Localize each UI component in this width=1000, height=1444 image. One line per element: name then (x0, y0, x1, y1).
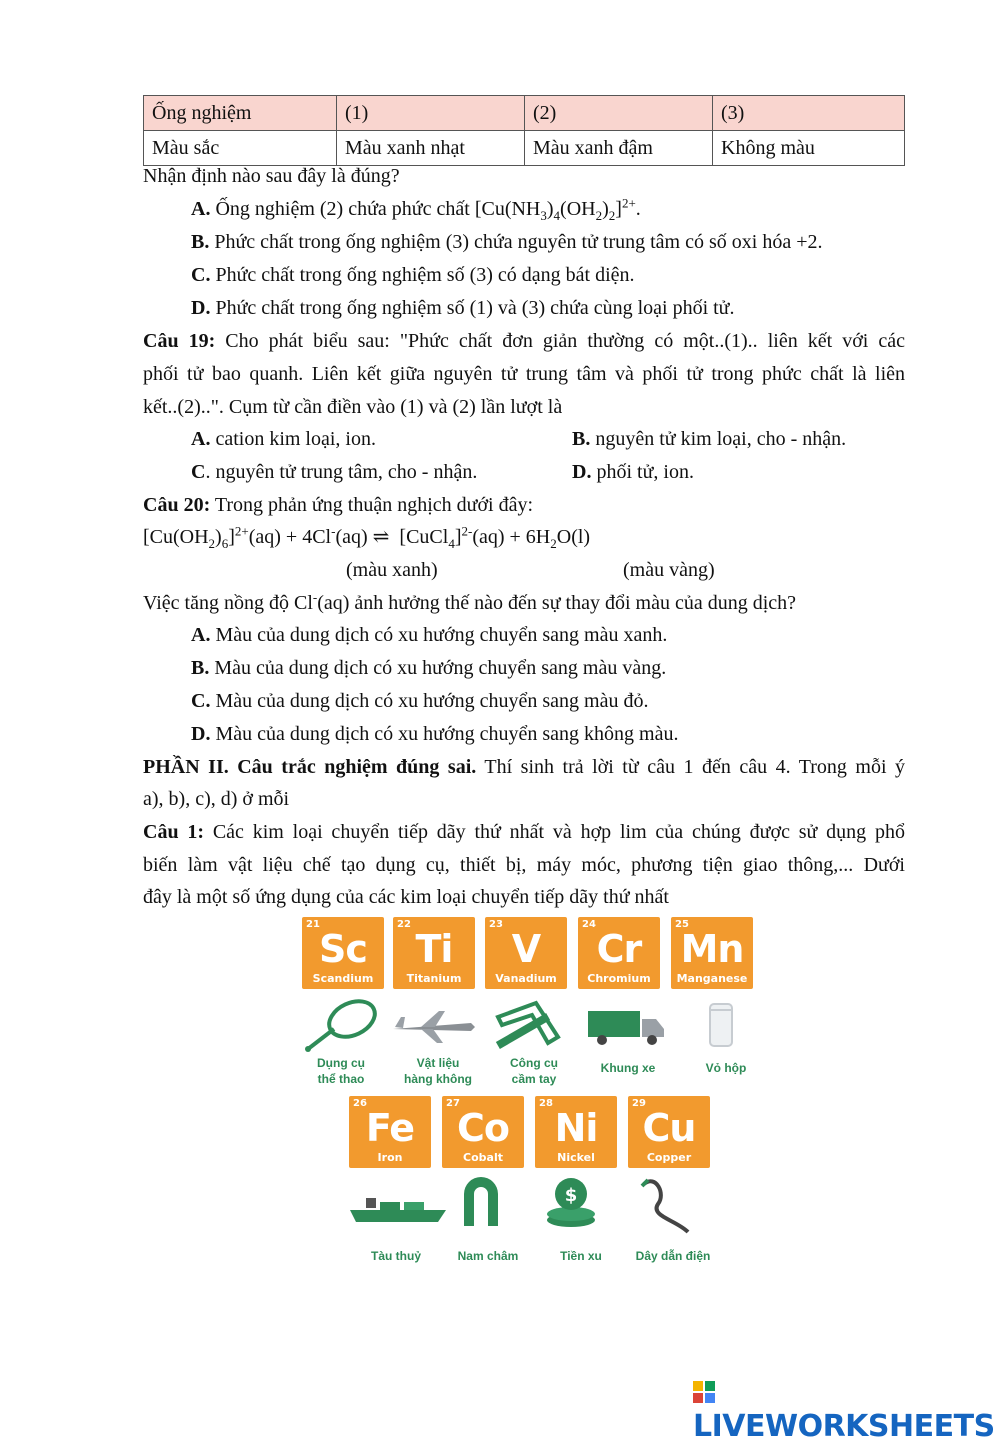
use-caption-cu: Dây dẫn điện (635, 1249, 711, 1263)
liveworksheets-logo-icon (693, 1381, 715, 1403)
option-text: Màu của dung dịch có xu hướng chuyển sang màu đỏ. (210, 690, 649, 712)
q20-question: Việc tăng nồng độ Cl-(aq) ảnh hưởng thế nào đến sự thay đổi màu của dung dịch? (143, 589, 797, 614)
option-text: Màu của dung dịch có xu hướng chuyển sang màu xanh. (210, 624, 668, 646)
q19-option-b[interactable] (572, 423, 846, 456)
question-label: Câu 1: (143, 821, 205, 843)
table-cell: Màu sắc (144, 131, 337, 166)
element-tile-ti: 22 Ti Titanium (393, 917, 475, 989)
hand-tools-icon (488, 997, 568, 1052)
q20-option-c[interactable] (191, 685, 648, 718)
q18-prompt: Nhận định nào sau đây là đúng? (143, 165, 400, 187)
question-label: Câu 20: (143, 494, 211, 516)
option-text: Phức chất trong ống nghiệm số (1) và (3) chứa cùng loại phối tử. (210, 297, 735, 319)
q20-stem: Câu 20: Trong phản ứng thuận nghịch dưới đây: (143, 494, 534, 516)
q20-option-d[interactable] (191, 718, 678, 751)
q19-option-d[interactable] (572, 456, 694, 489)
option-text: cation kim loại, ion. (210, 428, 376, 450)
use-caption-mn: Vỏ hộp (705, 1061, 747, 1075)
use-caption-ti: Vật liệu hàng không (404, 1056, 472, 1086)
element-tile-cr: 24 Cr Chromium (578, 917, 660, 989)
use-caption-v: Công cụ cầm tay (510, 1056, 558, 1086)
ship-icon (348, 1188, 448, 1228)
transition-metals-infographic (296, 912, 772, 1267)
q20-option-a[interactable] (191, 619, 667, 652)
option-label: B. (572, 428, 591, 450)
option-label: A. (191, 624, 211, 646)
wire-icon (636, 1174, 696, 1234)
table-cell: Ống nghiệm (144, 96, 337, 131)
svg-text:$: $ (564, 1185, 578, 1206)
p2q1-stem-line1: Câu 1: Các kim loại chuyển tiếp dãy thứ nhất và hợp lim của chúng được sử dụng phổ (143, 821, 905, 843)
q19-option-c[interactable] (191, 456, 477, 489)
q20-color-left: (màu xanh) (346, 559, 438, 581)
element-tile-sc: 21 Sc Scandium (302, 917, 384, 989)
element-tile-v: 23 V Vanadium (485, 917, 567, 989)
option-text: . nguyên tử trung tâm, cho - nhận. (205, 461, 478, 483)
option-label: B. (191, 657, 210, 679)
option-label: D. (191, 297, 211, 319)
option-label: C. (191, 690, 211, 712)
coins-icon (541, 1174, 601, 1229)
part2-heading: PHẦN II. Câu trắc nghiệm đúng sai. Thí sinh trả lời từ câu 1 đến câu 4. Trong mỗi ý (143, 756, 905, 778)
q20-option-b[interactable] (191, 652, 666, 685)
option-text: Màu của dung dịch có xu hướng chuyển sang màu vàng. (209, 657, 667, 679)
option-text: nguyên tử kim loại, cho - nhận. (590, 428, 847, 450)
option-text: Phức chất trong ống nghiệm (3) chứa nguyên tử trung tâm có số oxi hóa +2. (209, 231, 823, 253)
q18-option-a[interactable]: A. Ống nghiệm (2) chứa phức chất $[Cu(NH_3)_4(OH_2)_2]^{2+}$. (191, 195, 641, 223)
option-text: phối tử, ion. (591, 461, 694, 483)
q19-stem-line1: Câu 19: Cho phát biểu sau: "Phức chất đơn giản thường có một..(1).. liên kết với các (143, 330, 905, 352)
q19-option-a[interactable] (191, 423, 376, 456)
option-label: D. (191, 723, 211, 745)
q20-equation: $[Cu(OH_2)_6]^{2+}(aq) + 4Cl^-(aq)$ ⇌ [CuCl$_4$]$^{2-}$(aq) + $6H_2O(l)$ (143, 523, 591, 551)
option-text: Phức chất trong ống nghiệm số (3) có dạng bát diện. (210, 264, 635, 286)
section-label: PHẦN II. Câu trắc nghiệm đúng sai. (143, 756, 477, 778)
q19-stem-line2: phối tử bao quanh. Liên kết giữa nguyên tử trung tâm và phối tử trong phức chất là liên (143, 363, 905, 385)
option-label: A. (191, 428, 211, 450)
use-caption-co: Nam châm (457, 1249, 519, 1263)
part2-line2: a), b), c), d) ở mỗi (143, 788, 290, 810)
table-cell: (3) (713, 96, 905, 131)
option-text: Màu của dung dịch có xu hướng chuyển sang không màu. (210, 723, 679, 745)
element-tile-cu: 29 Cu Copper (628, 1096, 710, 1168)
liveworksheets-logo: LIVEWORKSHEETS (693, 1374, 1000, 1444)
q18-option-d[interactable] (191, 292, 735, 325)
q18-option-c[interactable] (191, 259, 635, 292)
use-caption-ni: Tiền xu (560, 1249, 602, 1263)
table-header-row (144, 96, 905, 131)
q18-option-b[interactable] (191, 226, 822, 259)
table-cell: Màu xanh nhạt (337, 131, 525, 166)
use-caption-sc: Dụng cụ thể thao (317, 1056, 365, 1086)
use-caption-cr: Khung xe (600, 1061, 656, 1075)
option-label: B. (191, 231, 210, 253)
use-caption-fe: Tàu thuỷ (371, 1249, 421, 1263)
option-label: C (191, 461, 206, 483)
question-label: Câu 19: (143, 330, 216, 352)
element-tile-fe: 26 Fe Iron (349, 1096, 431, 1168)
element-tile-mn: 25 Mn Manganese (671, 917, 753, 989)
p2q1-stem-line2: biến làm vật liệu chế tạo dụng cụ, thiết bị, máy móc, phương tiện giao thông,... Dưới (143, 854, 905, 876)
table-cell: (2) (525, 96, 713, 131)
option-label: D. (572, 461, 592, 483)
racket-icon (304, 997, 384, 1052)
magnet-icon (456, 1170, 506, 1230)
table-cell: (1) (337, 96, 525, 131)
airplane-icon (391, 1007, 476, 1047)
table-cell: Không màu (713, 131, 905, 166)
p2q1-stem-line3: đây là một số ứng dụng của các kim loại chuyển tiếp dãy thứ nhất (143, 886, 669, 908)
option-label: A. (191, 198, 211, 220)
table-cell: Màu xanh đậm (525, 131, 713, 166)
can-icon (706, 1000, 736, 1050)
observation-table (143, 95, 905, 166)
option-label: C. (191, 264, 211, 286)
element-tile-ni: 28 Ni Nickel (535, 1096, 617, 1168)
truck-icon (586, 1007, 666, 1047)
q20-color-right: (màu vàng) (623, 559, 715, 581)
element-tile-co: 27 Co Cobalt (442, 1096, 524, 1168)
q19-stem-line3: kết..(2)..". Cụm từ cần điền vào (1) và (2) lần lượt là (143, 396, 563, 418)
option-text: Ống nghiệm (2) chứa phức chất [Cu(NH (210, 198, 541, 220)
